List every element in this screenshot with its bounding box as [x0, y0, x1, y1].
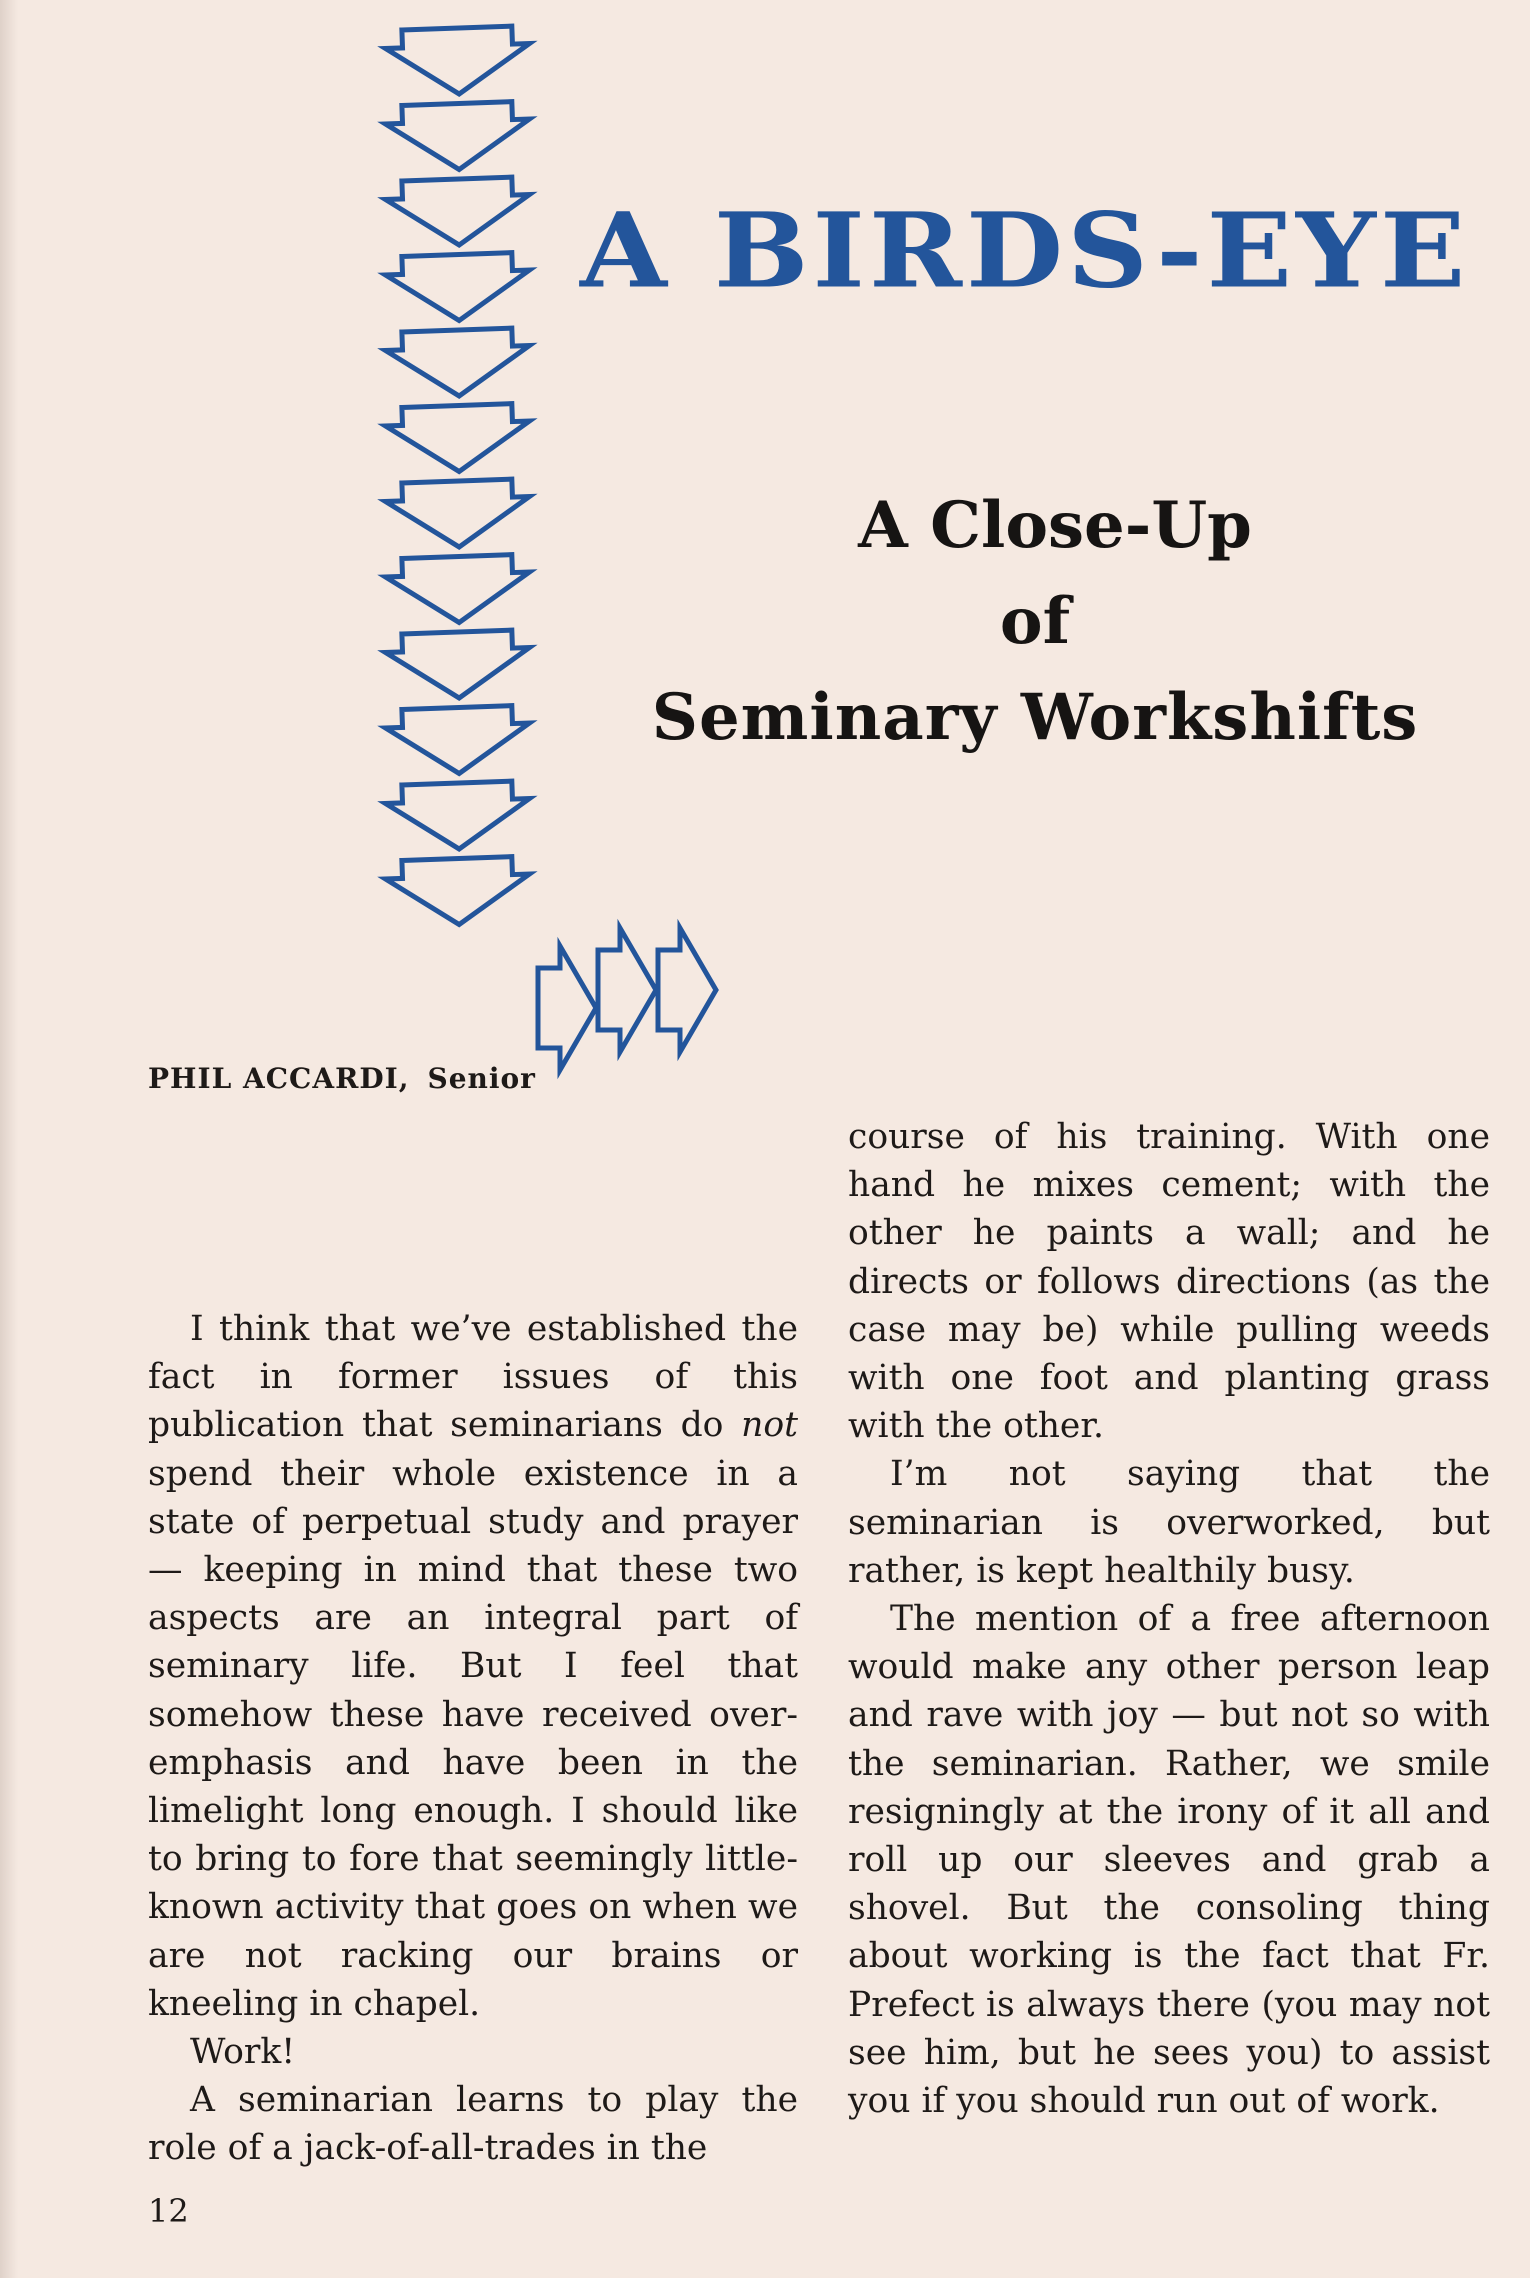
article-column-right: [848, 1113, 1490, 2125]
paragraph-1: [148, 1305, 798, 2028]
right-arrow-icon: [598, 928, 656, 1052]
headline: A BIRDS-EYE: [580, 190, 1470, 312]
down-arrow-icon: [385, 705, 531, 776]
down-arrow-icon: [385, 403, 531, 474]
paragraph-1-part-a: I think that we’ve established the fact in former issues of this publication that seminarians do: [148, 1309, 798, 1446]
author-role: Senior: [427, 1062, 536, 1095]
author-name: PHIL ACCARDI,: [148, 1062, 410, 1095]
subheadline: [585, 478, 1485, 766]
down-arrow-icon: [385, 479, 531, 550]
down-arrow-icon: [385, 101, 531, 172]
paragraph-4: I’m not saying that the seminarian is overworked, but rather, is kept healthily busy.: [848, 1454, 1490, 1591]
article-column-left: [148, 1305, 798, 2173]
right-arrow-icon: [658, 928, 716, 1052]
paragraph-1-part-b: spend their whole existence in a state of perpetual study and prayer — keeping in mind that these two aspects are an integral part of seminary life. But I feel that somehow these have received over-emphasis and have been in the limelight long enough. I should like to bring to fore that seemingly little-known activity that goes on when we are not racking our brains or kneeling in chapel.: [148, 1453, 798, 2024]
down-arrow-icon: [385, 26, 531, 97]
down-arrow-icon: [385, 781, 531, 852]
down-arrow-icon: [385, 630, 531, 701]
right-arrow-icon: [538, 946, 596, 1070]
paragraph-5: The mention of a free afternoon would make any other person leap and rave with joy — but not so with the seminarian. Rather, we smile resigningly at the irony of it all and roll up our sleeves and grab a shovel. But the consoling thing about working is the fact that Fr. Prefect is always there (you may not see him, but he sees you) to assist you if you should run out of work.: [848, 1599, 1490, 2122]
subheadline-line-3: Seminary Workshifts: [651, 680, 1419, 755]
down-arrow-icon: [385, 252, 531, 323]
subheadline-line-1: A Close-Up: [858, 488, 1252, 563]
down-arrow-icon: [385, 177, 531, 248]
paragraph-2: Work!: [190, 2032, 296, 2073]
down-arrow-icon: [385, 856, 531, 927]
down-arrow-icon: [385, 554, 531, 625]
byline: [148, 1062, 536, 1095]
down-arrow-icon: [385, 328, 531, 399]
paragraph-3-continued: course of his training. With one hand he mixes cement; with the other he paints a wall; and he directs or follows directions (as the case may be) while pulling weeds with one foot and planting grass with the other.: [848, 1117, 1490, 1447]
page-number: 12: [148, 2192, 189, 2230]
paragraph-3: A seminarian learns to play the role of a jack-of-all-trades in the: [148, 2080, 798, 2169]
emphasis-not: not: [741, 1405, 798, 1446]
subheadline-line-2: of: [999, 584, 1071, 659]
